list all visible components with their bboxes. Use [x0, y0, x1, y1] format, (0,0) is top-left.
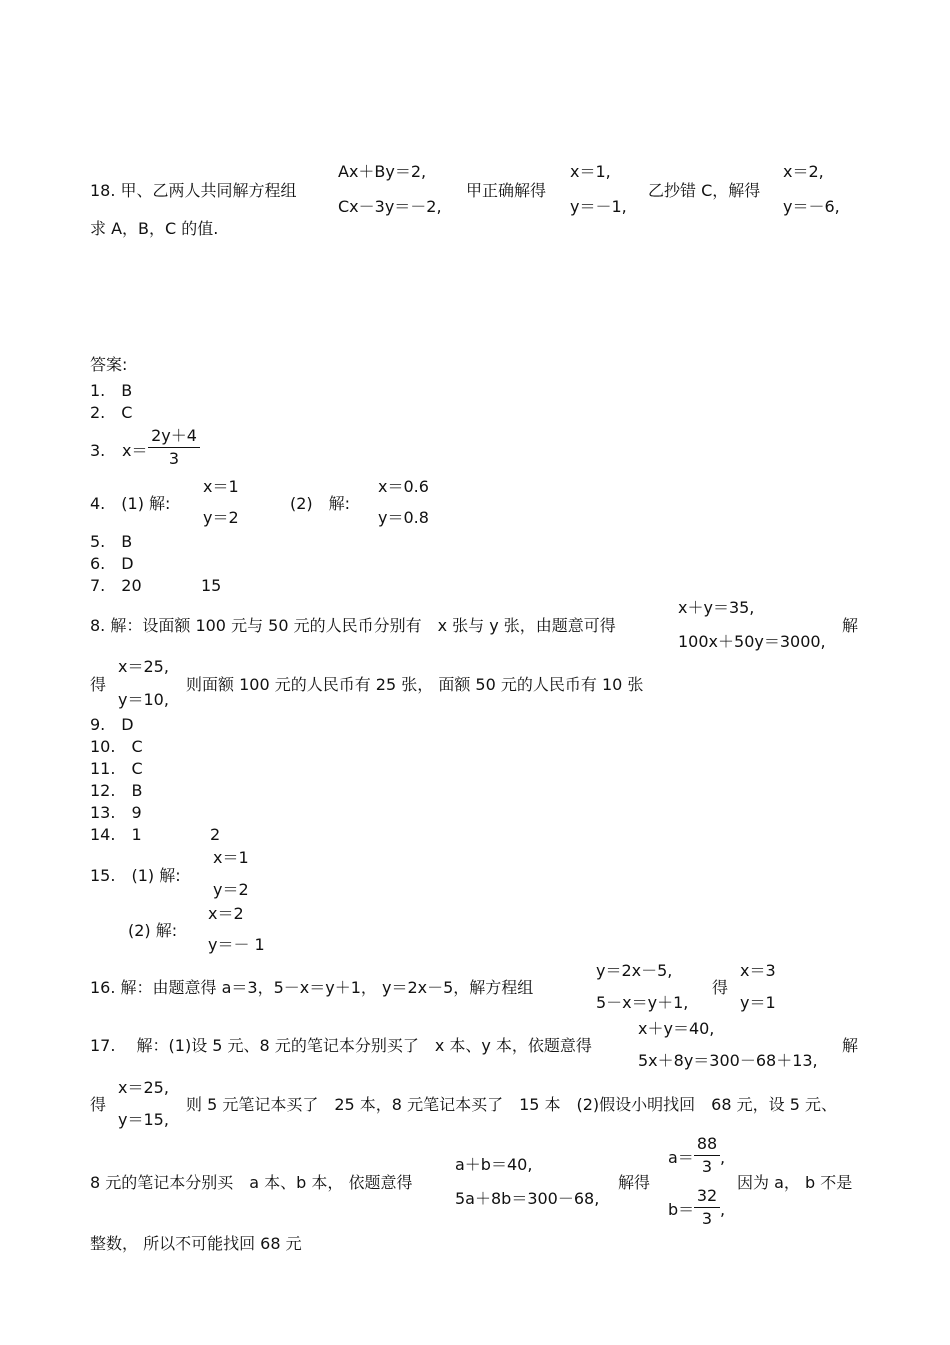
- answer-17-because: 因为 a， b 不是: [737, 1173, 853, 1192]
- answer-17-eq3: a＋b＝40,: [455, 1155, 533, 1174]
- answer-4-p2-x: x＝0.6: [378, 477, 429, 496]
- answer-17-de: 得: [90, 1095, 107, 1114]
- answer-17-jie: 解: [842, 1036, 859, 1055]
- answer-17-eq1: x＋y＝40,: [638, 1019, 715, 1038]
- q18-line2: 求 A，B，C 的值.: [90, 219, 219, 238]
- answer-17-sol-x: x＝25,: [118, 1078, 169, 1097]
- answer-3-numerator: 2y＋4: [148, 428, 200, 448]
- answer-17-text: 17. 解：(1)设 5 元、8 元的笔记本分别买了 x 本、y 本，依题意得: [90, 1036, 592, 1055]
- answer-17-jiede: 解得: [618, 1173, 651, 1192]
- answer-12: 12. B: [90, 781, 143, 800]
- answer-15-p2-x: x＝2: [208, 904, 244, 923]
- answer-15-p2-y: y＝－ 1: [208, 935, 265, 954]
- answer-8-de: 得: [90, 675, 107, 694]
- answer-17-line3: 8 元的笔记本分别买 a 本、b 本， 依题意得: [90, 1173, 413, 1192]
- answer-5: 5. B: [90, 532, 133, 551]
- q18-jia-y: y＝－1,: [570, 197, 627, 216]
- answer-3-fraction: [148, 428, 200, 467]
- answer-17-b-numerator: 32: [694, 1188, 720, 1208]
- answer-3-lhs: x＝: [122, 441, 148, 460]
- answer-4-p2-y: y＝0.8: [378, 508, 429, 527]
- answer-8-eq2: 100x＋50y＝3000,: [678, 632, 826, 651]
- answer-6: 6. D: [90, 554, 134, 573]
- answer-15-p1-y: y＝2: [213, 880, 249, 899]
- answer-17-a-tail: ,: [720, 1148, 726, 1167]
- answer-4-p1-y: y＝2: [203, 508, 239, 527]
- answer-11: 11. C: [90, 759, 143, 778]
- answer-3-label: 3.: [90, 441, 106, 460]
- answer-4-p1-x: x＝1: [203, 477, 239, 496]
- answer-8-conclusion: 则面额 100 元的人民币有 25 张， 面额 50 元的人民币有 10 张: [186, 675, 644, 694]
- answer-16-eq1: y＝2x－5,: [596, 961, 673, 980]
- answer-17-a-numerator: 88: [694, 1136, 720, 1156]
- answer-17-b-lhs: b＝: [668, 1200, 695, 1219]
- answers-heading: 答案:: [90, 355, 128, 374]
- answer-7-second: 15: [201, 576, 222, 595]
- q18-jia-x: x＝1,: [570, 162, 611, 181]
- answer-3-denominator: 3: [168, 449, 180, 468]
- answer-8-text: 8. 解：设面额 100 元与 50 元的人民币分别有 x 张与 y 张，由题意可得: [90, 616, 616, 635]
- answer-17-b-fraction: [694, 1188, 720, 1227]
- answer-15-p1-x: x＝1: [213, 848, 249, 867]
- answer-1: 1. B: [90, 381, 133, 400]
- answer-2: 2. C: [90, 403, 133, 422]
- answer-8-sol-y: y＝10,: [118, 690, 169, 709]
- q18-mid1: 甲正确解得: [466, 181, 547, 200]
- answer-17-eq2: 5x＋8y＝300－68＋13,: [638, 1051, 818, 1070]
- q18-mid2: 乙抄错 C，解得: [648, 181, 761, 200]
- answer-15-label: 15. (1) 解:: [90, 866, 181, 885]
- answer-8-sol-x: x＝25,: [118, 657, 169, 676]
- answer-17-line2: 则 5 元笔记本买了 25 本，8 元笔记本买了 15 本 (2)假设小明找回 68 元，设 5 元、: [186, 1095, 837, 1114]
- answer-16-text: 16. 解：由题意得 a＝3，5－x＝y＋1， y＝2x－5，解方程组: [90, 978, 534, 997]
- answer-4-label2: (2) 解:: [290, 494, 351, 513]
- q18-yi-x: x＝2,: [783, 162, 824, 181]
- answer-14-second: 2: [210, 825, 221, 844]
- answer-4-label: 4. (1) 解:: [90, 494, 171, 513]
- answer-17-b-denominator: 3: [701, 1209, 713, 1228]
- answer-17-eq4: 5a＋8b＝300－68,: [455, 1189, 600, 1208]
- answer-8-eq1: x＋y＝35,: [678, 598, 755, 617]
- answer-16-de: 得: [712, 978, 729, 997]
- answer-17-line4: 整数， 所以不可能找回 68 元: [90, 1234, 302, 1253]
- answer-17-sol-y: y＝15,: [118, 1110, 169, 1129]
- q18-system-eq1: Ax＋By＝2,: [338, 162, 427, 181]
- answer-16-eq2: 5－x＝y＋1,: [596, 993, 689, 1012]
- answer-17-a-fraction: [694, 1136, 720, 1175]
- q18-prefix: 18. 甲、乙两人共同解方程组: [90, 181, 297, 200]
- answer-17-b-tail: ,: [720, 1200, 726, 1219]
- answer-14-label: 14. 1: [90, 825, 142, 844]
- answer-15-label2: (2) 解:: [128, 921, 178, 940]
- answer-17-a-lhs: a＝: [668, 1148, 694, 1167]
- answer-17-a-denominator: 3: [701, 1157, 713, 1176]
- answer-9: 9. D: [90, 715, 134, 734]
- answer-10: 10. C: [90, 737, 143, 756]
- answer-8-jie: 解: [842, 616, 859, 635]
- answer-16-sol-x: x＝3: [740, 961, 776, 980]
- q18-yi-y: y＝－6,: [783, 197, 840, 216]
- q18-system-eq2: Cx－3y＝－2,: [338, 197, 442, 216]
- answer-7-label: 7. 20: [90, 576, 142, 595]
- answer-16-sol-y: y＝1: [740, 993, 776, 1012]
- answer-13: 13. 9: [90, 803, 142, 822]
